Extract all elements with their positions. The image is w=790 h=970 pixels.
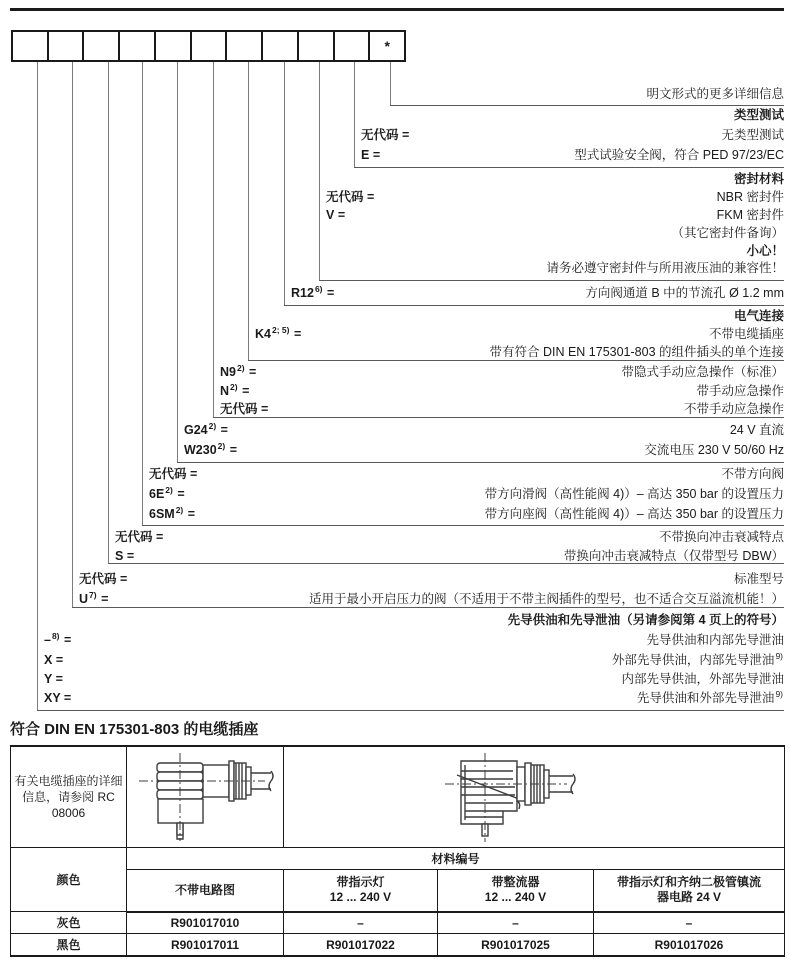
code-label: 无代码 = xyxy=(220,402,269,416)
leader-line-vertical xyxy=(319,62,320,280)
material-number-header: 材料编号 xyxy=(127,848,785,870)
code-label: XY = xyxy=(44,691,72,705)
code-description: 带手动应急操作 xyxy=(696,384,784,398)
code-label: 无代码 = xyxy=(79,572,128,586)
code-label: 无代码 = xyxy=(361,128,410,142)
column-header-color: 颜色 xyxy=(11,848,127,912)
code-label: 无代码 = xyxy=(115,530,164,544)
group-underline xyxy=(319,280,784,281)
code-label: X = xyxy=(44,653,64,667)
code-label: $K4^{2; 5)}$ = xyxy=(255,324,302,341)
type-code-box xyxy=(13,32,49,60)
code-label: V = xyxy=(326,208,346,222)
section-title: 符合 DIN EN 175301-803 的电缆插座 xyxy=(10,721,259,738)
code-row xyxy=(397,86,784,102)
part-number: R901017010 xyxy=(127,912,284,934)
type-code-box xyxy=(227,32,263,60)
code-row xyxy=(326,243,784,259)
type-code-box xyxy=(49,32,85,60)
code-description: 先导供油和外部先导泄油$^{9)}$ xyxy=(636,688,783,705)
cable-socket-table xyxy=(10,745,785,957)
leader-line-vertical xyxy=(354,62,355,167)
type-code-box xyxy=(335,32,371,60)
part-number: R901017025 xyxy=(438,934,594,957)
code-row xyxy=(149,506,784,522)
group-underline xyxy=(213,417,784,418)
code-description: 不带方向阀 xyxy=(721,467,784,481)
part-number: – xyxy=(438,912,594,934)
code-description: 带有符合 DIN EN 175301-803 的组件插头的单个连接 xyxy=(489,345,784,359)
code-description: 带换向冲击衰减特点（仅带型号 DBW） xyxy=(563,549,784,563)
code-description: 先导供油和内部先导泄油 xyxy=(646,633,784,647)
leader-line-vertical xyxy=(390,62,391,105)
code-label: $G24^{2)}$ = xyxy=(184,420,228,437)
code-row xyxy=(149,486,784,502)
code-description: 适用于最小开启压力的阀（不适用于不带主阀插件的型号，也不适合交互溢流机能！） xyxy=(308,592,784,606)
code-label: $W230^{2)}$ = xyxy=(184,440,237,457)
asterisk: * xyxy=(384,38,390,54)
code-description: FKM 密封件 xyxy=(716,208,784,222)
code-row xyxy=(44,632,784,648)
code-label: S = xyxy=(115,549,135,563)
code-row xyxy=(361,147,784,163)
column-header-plain: 不带电路图 xyxy=(127,870,284,912)
type-code-box xyxy=(299,32,335,60)
code-label: $6E^{2)}$ = xyxy=(149,484,185,501)
group-underline xyxy=(390,105,784,106)
leader-line-vertical xyxy=(72,62,73,607)
type-code-box xyxy=(263,32,299,60)
leader-line-vertical xyxy=(248,62,249,360)
code-row xyxy=(326,260,784,276)
code-description: 标准型号 xyxy=(733,572,784,586)
code-description: 型式试验安全阀，符合 PED 97/23/EC xyxy=(574,148,784,162)
code-description: 小心！ xyxy=(746,244,784,258)
code-label: 无代码 = xyxy=(326,190,375,204)
code-description: 方向阀通道 B 中的节流孔 Ø 1.2 mm xyxy=(585,286,784,300)
code-description: 24 V 直流 xyxy=(729,423,784,437)
part-number: R901017022 xyxy=(284,934,438,957)
group-underline xyxy=(248,360,784,361)
group-underline xyxy=(142,525,784,526)
code-row xyxy=(79,571,784,587)
group-underline xyxy=(37,710,784,711)
code-description: 不带电缆插座 xyxy=(708,327,784,341)
column-header-led: 带指示灯 12 ... 240 V xyxy=(284,870,438,912)
code-row xyxy=(255,344,784,360)
type-code-box xyxy=(84,32,120,60)
code-row xyxy=(184,442,784,458)
code-row xyxy=(326,207,784,223)
code-row xyxy=(255,326,784,342)
leader-line-vertical xyxy=(213,62,214,417)
section-header: 电气连接 xyxy=(733,309,784,323)
code-label: Y = xyxy=(44,672,63,686)
leader-line-vertical xyxy=(142,62,143,525)
code-row xyxy=(220,364,784,380)
code-description: 不带手动应急操作 xyxy=(683,402,784,416)
code-description: 带隐式手动应急操作（标准） xyxy=(621,365,784,379)
group-underline xyxy=(284,305,784,306)
code-description: NBR 密封件 xyxy=(716,190,784,204)
code-description: 无类型测试 xyxy=(721,128,784,142)
code-label: $R12^{6)}$ = xyxy=(291,283,335,300)
leader-line-vertical xyxy=(37,62,38,710)
code-label: E = xyxy=(361,148,381,162)
code-description: 带方向座阀（高性能阀 4)）– 高达 350 bar 的设置压力 xyxy=(484,507,784,521)
section-header: 类型测试 xyxy=(733,108,784,122)
code-label: $N9^{2)}$ = xyxy=(220,362,257,379)
row-color-label: 黑色 xyxy=(11,934,127,957)
code-row xyxy=(184,422,784,438)
type-code-box-star xyxy=(370,32,404,60)
type-code-box xyxy=(156,32,192,60)
cable-socket-section xyxy=(0,714,790,957)
code-row xyxy=(291,285,784,301)
type-code-box xyxy=(120,32,156,60)
code-label: –$^{8)}$ = xyxy=(44,630,72,647)
table-row-grey xyxy=(11,912,785,934)
leader-line-vertical xyxy=(108,62,109,563)
code-row xyxy=(361,127,784,143)
code-row xyxy=(79,591,784,607)
code-label: 无代码 = xyxy=(149,467,198,481)
page-top-rule xyxy=(10,8,784,11)
code-description: 带方向滑阀（高性能阀 4)）– 高达 350 bar 的设置压力 xyxy=(484,487,784,501)
code-description: 交流电压 230 V 50/60 Hz xyxy=(644,443,784,457)
section-header: 密封材料 xyxy=(733,172,784,186)
leader-line-vertical xyxy=(177,62,178,462)
group-underline xyxy=(177,462,784,463)
table-row-black xyxy=(11,934,785,957)
code-row xyxy=(44,671,784,687)
group-underline xyxy=(72,607,784,608)
code-row xyxy=(115,529,784,545)
code-description: 不带换向冲击衰减特点 xyxy=(658,530,784,544)
straight-connector-cell xyxy=(127,746,284,848)
code-description: （其它密封件备询） xyxy=(671,226,784,240)
angled-connector-cell xyxy=(284,746,785,848)
socket-note: 有关电缆插座的详细信息，请参阅 RC 08006 xyxy=(11,746,127,848)
code-row xyxy=(326,189,784,205)
part-number: R901017011 xyxy=(127,934,284,957)
code-label: $6SM^{2)}$ = xyxy=(149,504,196,521)
column-header-zener: 带指示灯和齐纳二极管镇流 器电路 24 V xyxy=(594,870,785,912)
section-header: 先导供油和先导泄油（另请参阅第 4 页上的符号） xyxy=(507,613,784,627)
code-row xyxy=(220,401,784,417)
part-number: – xyxy=(594,912,785,934)
code-row xyxy=(44,652,784,668)
code-row xyxy=(115,548,784,564)
code-description: 请务必遵守密封件与所用液压油的兼容性！ xyxy=(546,261,784,275)
column-header-rectifier: 带整流器 12 ... 240 V xyxy=(438,870,594,912)
code-label: $N^{2)}$ = xyxy=(220,381,250,398)
type-code-box xyxy=(192,32,228,60)
part-number: – xyxy=(284,912,438,934)
code-label: $U^{7)}$ = xyxy=(79,589,109,606)
code-row xyxy=(44,690,784,706)
part-number: R901017026 xyxy=(594,934,785,957)
code-description: 明文形式的更多详细信息 xyxy=(646,87,784,101)
leader-line-vertical xyxy=(284,62,285,305)
code-row xyxy=(149,466,784,482)
row-color-label: 灰色 xyxy=(11,912,127,934)
code-description: 外部先导供油，内部先导泄油$^{9)}$ xyxy=(611,650,783,667)
cable-socket-straight-drawing xyxy=(130,749,280,845)
code-row xyxy=(326,225,784,241)
code-row xyxy=(220,383,784,399)
cable-socket-angled-drawing xyxy=(287,749,726,845)
type-code-boxes xyxy=(11,30,406,62)
code-description: 内部先导供油，外部先导泄油 xyxy=(621,672,784,686)
group-underline xyxy=(354,167,784,168)
